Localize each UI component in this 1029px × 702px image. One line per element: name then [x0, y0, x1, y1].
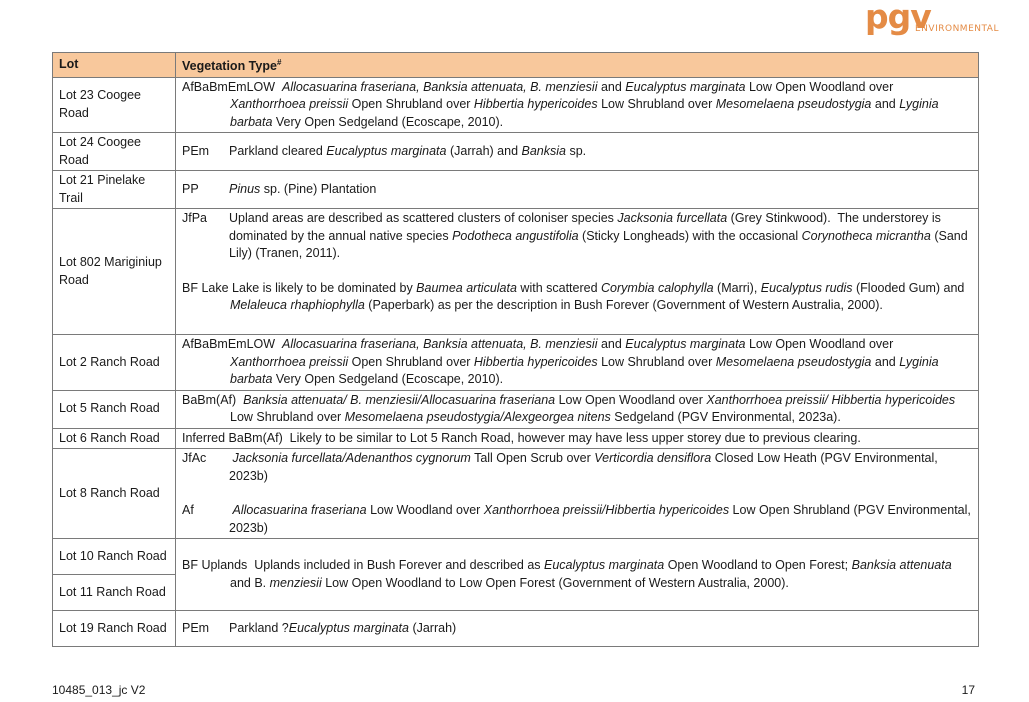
vegetation-cell: [176, 449, 979, 539]
vegetation-description: Parkland ?Eucalyptus marginata (Jarrah): [229, 620, 457, 635]
vegetation-cell: [176, 539, 979, 611]
veg-code: AfBaBmEmLOW: [182, 337, 276, 352]
table-row: [53, 77, 979, 133]
vegetation-description: BaBm(Af) Banksia attenuata/ B. menziesii/Allocasuarina fraseriana Low Open Woodland over Xanthorrhoea preissii/ Hibbertia hypericoides Low Shrubland over Mesomelaena pseudostygia/Alexgeorgea nitens Sedgeland (PGV Environmental, 2023a).: [182, 392, 956, 425]
veg-code: JfPa: [182, 211, 208, 226]
vegetation-cell: [176, 390, 979, 428]
veg-code: PEm: [182, 620, 210, 635]
table-row: [53, 449, 979, 539]
lot-cell: Lot 11 Ranch Road: [53, 575, 176, 611]
vegetation-cell: [176, 611, 979, 647]
vegetation-description: AfBaBmEmLOW Allocasuarina fraseriana, Banksia attenuata, B. menziesii and Eucalyptus marginata Low Open Woodland over Xanthorrhoea preissii Open Shrubland over Hibbertia hypericoides Low Shrubland over Mesomelaena pseudostygia and Lyginia barbata Very Open Sedgeland (Ecoscape, 2010).: [182, 337, 939, 387]
page-number: 17: [961, 683, 975, 697]
veg-code: BaBm(Af): [182, 392, 237, 407]
header-footnote-mark: #: [276, 58, 282, 67]
vegetation-description: BF Lake Lake is likely to be dominated by Baumea articulata with scattered Corymbia calophylla (Marri), Eucalyptus rudis (Flooded Gum) and Melaleuca rhaphiophylla (Paperbark) as per the description in Bush Forever (Government of Western Australia, 2000).: [182, 280, 965, 313]
lot-cell: Lot 24 Coogee Road: [53, 133, 176, 171]
veg-code: Inferred BaBm(Af): [182, 430, 283, 445]
veg-code: BF Uplands: [182, 558, 248, 573]
vegetation-cell: [176, 428, 979, 449]
table-row: [53, 428, 979, 449]
logo-subtitle: ENVIRONMENTAL: [915, 24, 999, 34]
lot-cell: Lot 802 Mariginiup Road: [53, 209, 176, 335]
vegetation-cell: [176, 335, 979, 391]
table-row: [53, 209, 979, 335]
table-header-row: [53, 53, 979, 78]
table-row: [53, 539, 979, 575]
header-vegetation-type: [176, 53, 979, 78]
logo-mark: pgv: [865, 0, 931, 36]
lot-cell: Lot 5 Ranch Road: [53, 390, 176, 428]
vegetation-description: Allocasuarina fraseriana Low Woodland over Xanthorrhoea preissii/Hibbertia hypericoides Low Open Shrubland (PGV Environmental, 2023b): [229, 503, 971, 535]
vegetation-cell: [176, 77, 979, 133]
lot-cell: Lot 2 Ranch Road: [53, 335, 176, 391]
lot-cell: Lot 23 Coogee Road: [53, 77, 176, 133]
veg-code: PP: [182, 181, 199, 196]
veg-code: BF Lake: [182, 280, 229, 295]
veg-code: PEm: [182, 143, 210, 158]
vegetation-description: Pinus sp. (Pine) Plantation: [229, 181, 377, 196]
veg-code: Af: [182, 503, 194, 518]
vegetation-table: [52, 52, 979, 647]
table-row: [53, 133, 979, 171]
document-id: 10485_013_jc V2: [52, 683, 146, 697]
lot-cell: Lot 6 Ranch Road: [53, 428, 176, 449]
lot-cell: Lot 10 Ranch Road: [53, 539, 176, 575]
table-row: [53, 611, 979, 647]
vegetation-description: Inferred BaBm(Af) Likely to be similar to Lot 5 Ranch Road, however may have less upper storey due to previous clearing.: [182, 430, 861, 445]
header-vegetation-label: Vegetation Type: [182, 59, 277, 74]
vegetation-description: BF Uplands Uplands included in Bush Forever and described as Eucalyptus marginata Open Woodland to Open Forest; Banksia attenuata and B. menziesii Low Open Woodland to Low Open Forest (Government of Western Australia, 2000).: [182, 558, 952, 590]
veg-code: JfAc: [182, 451, 207, 466]
table-row: [53, 171, 979, 209]
lot-cell: Lot 19 Ranch Road: [53, 611, 176, 647]
veg-code: AfBaBmEmLOW: [182, 79, 276, 94]
vegetation-description: Jacksonia furcellata/Adenanthos cygnorum Tall Open Scrub over Verticordia densiflora Closed Low Heath (PGV Environmental, 2023b): [229, 451, 938, 483]
vegetation-description: AfBaBmEmLOW Allocasuarina fraseriana, Banksia attenuata, B. menziesii and Eucalyptus marginata Low Open Woodland over Xanthorrhoea preissii Open Shrubland over Hibbertia hypericoides Low Shrubland over Mesomelaena pseudostygia and Lyginia barbata Very Open Sedgeland (Ecoscape, 2010).: [182, 79, 939, 129]
vegetation-cell: [176, 209, 979, 335]
vegetation-description: Upland areas are described as scattered clusters of coloniser species Jacksonia furcellata (Grey Stinkwood). The understorey is dominated by the annual native species Podotheca angustifolia (Sticky Longheads) with the occasional Corynotheca micrantha (Sand Lily) (Tranen, 2011).: [229, 211, 968, 261]
table-row: [53, 335, 979, 391]
lot-cell: Lot 8 Ranch Road: [53, 449, 176, 539]
vegetation-cell: [176, 171, 979, 209]
lot-cell: Lot 21 Pinelake Trail: [53, 171, 176, 209]
company-logo: [865, 0, 999, 38]
table-row: [53, 390, 979, 428]
vegetation-description: Parkland cleared Eucalyptus marginata (Jarrah) and Banksia sp.: [229, 143, 587, 158]
vegetation-cell: [176, 133, 979, 171]
header-lot: Lot: [53, 53, 176, 78]
